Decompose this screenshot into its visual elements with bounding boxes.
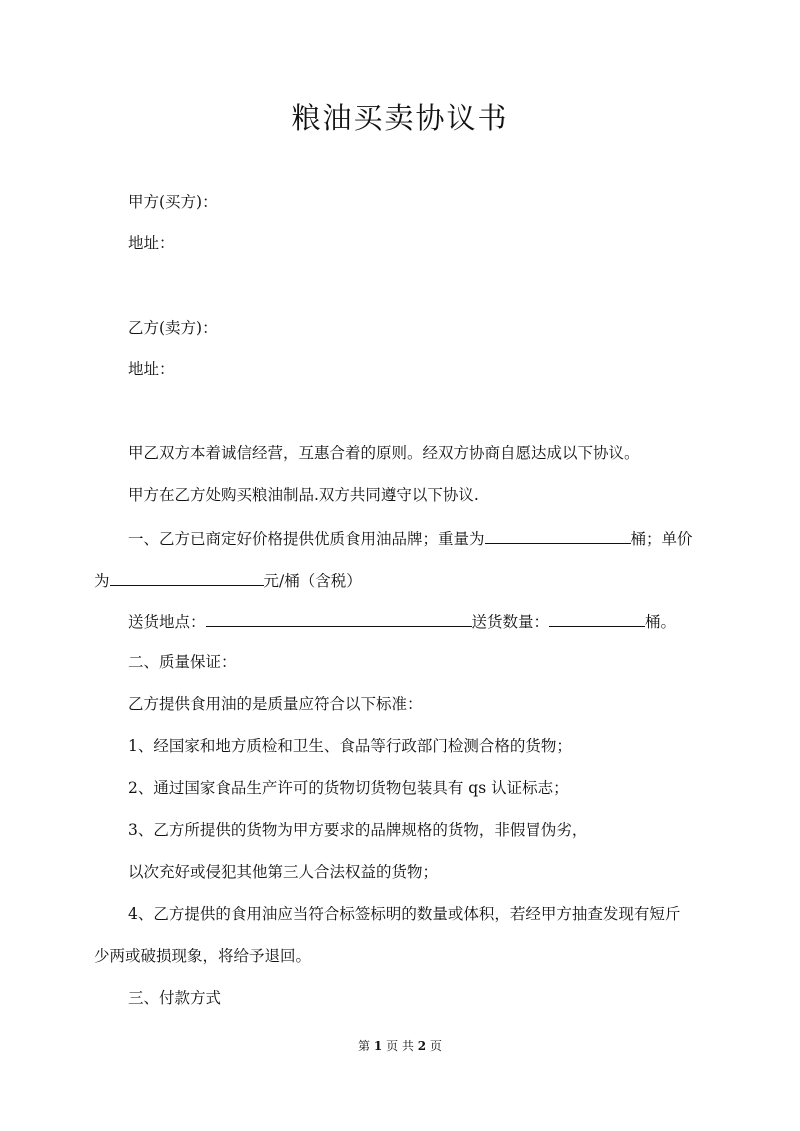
clause-2-heading: 二、质量保证：	[128, 653, 237, 671]
clause-1-text-a: 一、乙方已商定好价格提供优质食用油品牌；重量为	[128, 530, 485, 548]
delivery-place-label: 送货地点：	[128, 613, 206, 631]
document-title: 粮油买卖协议书	[291, 101, 509, 135]
clause-2-item-1: 1、经国家和地方质检和卫生、食品等行政部门检测合格的货物；	[128, 737, 572, 755]
clause-1-text-b: 桶；单价	[630, 530, 693, 548]
delivery-qty-blank-field[interactable]	[549, 610, 645, 627]
clause-2-item-3-cont: 以次充好或侵犯其他第三人合法权益的货物；	[128, 863, 439, 881]
clause-2-item-2: 2、通过国家食品生产许可的货物切货物包装具有 qs 认证标志；	[128, 779, 569, 797]
delivery-unit: 桶。	[645, 613, 677, 631]
clause-2-intro: 乙方提供食用油的是质量应符合以下标准：	[128, 695, 423, 713]
unit-price-blank-field[interactable]	[110, 569, 264, 586]
party-b-label: 乙方(卖方)：	[128, 319, 218, 337]
party-b-address: 地址：	[128, 360, 175, 378]
footer-prefix: 第	[358, 1039, 371, 1053]
weight-blank-field[interactable]	[485, 527, 631, 544]
delivery-place-blank-field[interactable]	[206, 610, 472, 627]
party-a-address: 地址：	[128, 234, 175, 252]
page-footer	[0, 1037, 800, 1054]
clause-1-text-d: 元/桶（含税）	[263, 572, 362, 590]
footer-mid: 页 共	[386, 1039, 414, 1053]
footer-total-pages: 2	[417, 1039, 427, 1053]
intro-paragraph-1: 甲乙双方本着诚信经营，互惠合着的原则。经双方协商自愿达成以下协议。	[128, 444, 640, 462]
clause-2-item-4-line-2: 少两或破损现象，将给予退回。	[94, 947, 312, 965]
clause-3-heading: 三、付款方式	[128, 989, 222, 1007]
clause-1-line-1	[128, 527, 693, 549]
clause-1-line-2	[94, 569, 362, 591]
clause-2-item-3: 3、乙方所提供的货物为甲方要求的品牌规格的货物，非假冒伪劣，	[128, 821, 588, 839]
clause-2-item-4-line-1: 4、乙方提供的食用油应当符合标签标明的数量或体积，若经甲方抽查发现有短斤	[128, 905, 681, 923]
party-a-label: 甲方(买方)：	[128, 193, 218, 211]
footer-suffix: 页	[429, 1039, 442, 1053]
clause-1-text-c: 为	[94, 572, 110, 590]
delivery-line	[128, 610, 676, 632]
footer-page-number: 1	[373, 1039, 383, 1053]
delivery-qty-label: 送货数量：	[471, 613, 550, 631]
intro-paragraph-2: 甲方在乙方处购买粮油制品.双方共同遵守以下协议.	[128, 486, 479, 504]
